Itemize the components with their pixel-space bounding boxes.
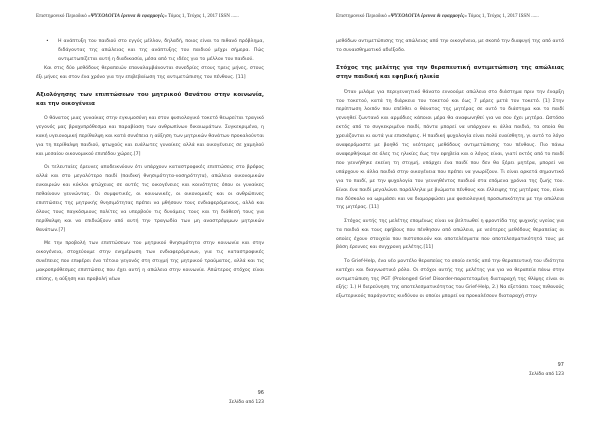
paragraph-left-2: Οι τελευταίες έρευνες αποδεικνύουν ότι υπάρχουν καταστροφικές επιπτώσεις στο βρέφος αλλά και στο μεγαλύτερο παιδί (παιδική θνησιμότητα-νοσηρότητα), απώλεια οικονομικών ευκαιριών και κύκλοι φτώχειας σε αυτές τις οικογένειες και κοινότητες όπου οι γυναίκες πεθαίνουν γεννώντας. Οι συμφυτικές, οι κοινωνικές, οι οικονομικές και οι ανθρώπινες επιπτώσεις της μητρικής θνησιμότητας πρέπει να μθήσουν τους ενδιαφερόμενους, αλλά και όλους τους παγκόσμιους πολίτες να υπερβούν τις δυνάμεις τους και τη διάθεσή τους για περίθαλψη και να επιδιώξουν από αυτή την τραγωδία των μη αναστρέψιμων μητρικών θανάτων.[7] <box>36 165 264 233</box>
running-head-left <box>36 13 276 19</box>
right-body <box>336 38 564 307</box>
right-page <box>300 0 600 424</box>
journal-suffix: » Τόμος 1, Τεύχος 1, 2017 ISSN ...... <box>464 13 539 19</box>
bullet-text: Η ανάπτυξη του παιδιού στο εγγύς μέλλον, δηλαδή, ποιος είναι το πιθανό πρόβλημα, διδάγοντας της απώλειας και της ανάπτυξης του παιδιού μέχρι σήμερα. Πώς αντιμετωπίζεται αυτή η διαδικασία, μέσα από τις ιδέες για το μέλλον του παιδιού. <box>58 39 264 62</box>
page-of-total-left: Σελίδα από 123 <box>228 400 264 405</box>
paragraph-right-3: Το Grief-Help, ένα νέο μοντέλο θεραπείας το οποίο εκτός από την θεραπευτική του ιδιότητα κατέχει και διαγνωστικό ρόλο. Οι στόχοι αυτής της μελέτης για για να θεραπεία πάνω στην αντιμετώπιση της PGT (Prolonged Grief Disorder-παρατεταμένη διαταραχή της θλίψης είναι οι εξής: 1.) Η διερεύνηση της αποτελεσματικότητας του Grief-Help, 2.) Να εξετάσει τους πιθανούς εξωτερικούς παράγοντες κινδύνου οι οποίοι μπορεί να προκαλέσουν διαταραχή στην <box>336 258 564 300</box>
journal-title: ΨΥΧΟΛΟΓΙΑ έρευνα & εφαρμογές <box>390 13 465 19</box>
running-head-right <box>336 13 576 19</box>
journal-suffix: » Τόμος 1, Τεύχος 1, 2017 ISSN ...... <box>164 13 239 19</box>
page-of-total-right: Σελίδα από 123 <box>528 372 564 377</box>
page-number-left: 96 <box>257 390 264 396</box>
page-number-right: 97 <box>557 362 564 368</box>
paragraph-right-1: Όταν μιλάμε για περιγεννητικό θάνατο εννοούμε απώλεια στο διάστημα πριν την έναρξη του τοκετού, κατά τη διάρκεια του τοκετού και έως 7 μέρες μετά τον τοκετό. [1] Στην περίπτωση λοιπόν που επέλθει ο θάνατος της μητέρας σε αυτό το διάστημα και το παιδί γεννηθεί ζωντανό και αρμόδιες κάποιοι μέρα θα αναφωνηθεί για να σου έχει μητέρα. Ωστόσο εκτός από το συγκεκριμένο παιδί, πάντα μπορεί να υπάρχουν κι άλλα παιδιά, τα οποία θα χρειάζονται κι αυτά για επισκέψεις. Η παιδική ψυχολογία είναι πολύ ευαίσθητη, γι αυτό το λόγο αναφερόμαστε με βοηθό τις νεότερες μεθόδους αντιμετώπισης του πένθους. Πιο πάνω αναφερθήκαμε σε όλες τις ηλικίες έως την εφηβεία και ο λόγος είναι, γιατί εκτός από το παιδί που γεννήθηκε εκείνη τη στιγμή, υπάρχει ένα παιδί που δεν θα ξέρει μητέρα, μπορεί να υπάρχουν κι άλλα παιδιά στην οικογένεια που πρέπει να γνωρίζουν. Τι είναι αρκετά σημαντικό για το παιδί, με την ψυχολογία του γεννηθέντος παιδιού στα επόμενα χρόνια της ζωής του. Είναι ένα παιδί μεγαλώνει παράλληλα με βιώματα πένθους και έλλειψης της μητέρας του, είναι πιο δύσκολο να ωριμάσει και να διαμορφώσει μια φυσιολογική προσωπικότητα με την απώλεια της μητέρας. [11] <box>336 89 564 211</box>
bullet-paragraph <box>36 38 264 65</box>
section-heading-left: Αξιολόγησης των επιπτώσεων του μητρικού θανάτου στην κοινωνία, και την οικογένεια <box>36 91 264 107</box>
journal-prefix: Επιστημονικό Περιοδικό « <box>336 13 391 19</box>
paragraph-left-3: Με την προβολή των επιπτώσεων του μητρικού θνησιμότητα στην κοινωνία και στην οικογένεια, στοχεύουμε στην ενημέρωση των ενδιαφερόμενων, για τις καταστροφικές συνέπειες που επιφέρει ένα τέτοιο γεγονός στη στιγμή της μητρικού τραύματος, αλλά και τις μακροπρόθεσμες επιπτώσεις που έχει αυτή η απώλεια στην κοινωνία. Απώτερος στόχος είναι επίσης, η αύξηση και προβολή νέων <box>36 240 264 282</box>
journal-title: ΨΥΧΟΛΟΓΙΑ έρευνα & εφαρμογές <box>90 13 165 19</box>
section-heading-right: Στόχος της μελέτης για την θεραπευτική αντιμετώπιση της απώλειας στην παιδική και εφηβική ηλικία <box>336 64 564 81</box>
paragraph-followup: Και στις δύο μεθόδους θεραπειών επαναλαμβάνονται συνεδρίες στους τρεις μήνες, στους έξι μήνες και στον ένα χρόνο για την επιβεβαίωση της αντιμετώπισης του πένθους. [11] <box>36 65 264 80</box>
bullet-icon: • <box>46 39 49 44</box>
journal-prefix: Επιστημονικό Περιοδικό « <box>36 13 91 19</box>
left-body <box>36 38 264 289</box>
paragraph-left-1: Ο θάνατος μιας γυναίκας στην εγκυμοσύνη και στον φυσιολογικό τοκετό θεωρείται τραγικό γεγονός μας βραχυπρόθεσμα και παραβίαση των ανθρωπίνων δικαιωμάτων. Συγκεκριμένα, η κακή υγειονομική περίθαλψη και κατά συνέπεια η αύξηση των μητρικών θανάτων προκαλούνται για τη περίθαλψη παιδιού, φτωχούς και ευάλωτες γυναίκες αλλά και οικογένειες σε χαμηλού και μεσαίου οικονομικού επιπέδου χώρες.[7] <box>36 116 264 157</box>
paragraph-right-top: μεθόδων αντιμετώπισης της απώλειας από την οικογένεια, με σκοπό την διαφυγή της από αυτό το συναισθηματικό αδιέξοδο. <box>336 39 564 53</box>
paragraph-right-2: Στόχος αυτής της μελέτης επομένως είναι να βελτιωθεί η φροντίδα της ψυχικής υγείας για τα παιδιά και τους εφήβους που πένθησαν από απώλεια, με νεότερες μεθόδους θεραπείας οι οποίες έχουν στοιχεία που πιστοποιούν και αποτελέσματα που αποτελεσματικότητά τους με βάση έρευνες και συγχρονη μελέτης.[11] <box>336 218 564 251</box>
